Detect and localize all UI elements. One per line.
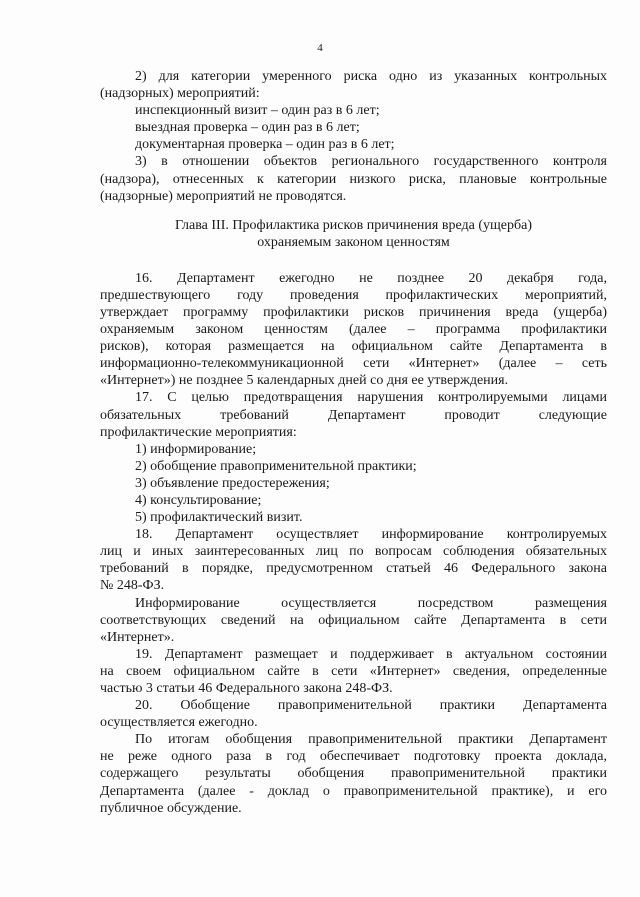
p16-line: утверждает программу профилактики рисков причинения вреда (ущерба) <box>100 304 607 320</box>
p20b-line: не реже одного раза в год обеспечивает подготовку проекта доклада, <box>100 749 607 765</box>
p18b-line: «Интернет». <box>100 629 175 645</box>
p16-line: 16. Департамент ежегодно не позднее 20 декабря года, <box>135 270 607 286</box>
list-item: 5) профилактический визит. <box>135 510 303 526</box>
p18b-line: соответствующих сведений на официальном сайте Департамента в сети <box>100 612 607 628</box>
p20b-line: публичное обсуждение. <box>100 800 242 816</box>
item2-line2: (надзорных) мероприятий: <box>100 86 260 102</box>
document-body <box>100 68 607 817</box>
p16-line: информационно-телекоммуникационной сети «Интернет» (далее – сеть <box>100 356 607 372</box>
p20b-line: содержащего результаты обобщения правоприменительной практики <box>100 766 607 782</box>
list-item: документарная проверка – один раз в 6 лет; <box>135 137 395 153</box>
p16-line: охраняемым законом ценностям (далее – программа профилактики <box>100 322 607 338</box>
p20-line: осуществляется ежегодно. <box>100 715 258 731</box>
p16-line: «Интернет») не позднее 5 календарных дней со дня ее утверждения. <box>100 373 509 389</box>
p19-line: 19. Департамент размещает и поддерживает в актуальном состоянии <box>135 646 607 662</box>
list-item: 2) обобщение правоприменительной практики; <box>135 458 417 474</box>
chapter-title-line1: Глава III. Профилактика рисков причинения вреда (ущерба) <box>175 217 532 233</box>
item2-line1: 2) для категории умеренного риска одно из указанных контрольных <box>135 69 607 84</box>
p18-line: лиц и иных заинтересованных лиц по вопросам соблюдения обязательных <box>100 544 607 560</box>
list-item: инспекционный визит – один раз в 6 лет; <box>135 103 380 119</box>
page-number: 4 <box>317 42 323 54</box>
chapter-title-line2: охраняемым законом ценностям <box>257 235 450 251</box>
item3-line2: (надзора), отнесенных к категории низкого риска, плановые контрольные <box>100 171 607 187</box>
list-item: 4) консультирование; <box>135 492 262 508</box>
p16-line: рисков), которая размещается на официальном сайте Департамента в <box>100 339 607 355</box>
p18-line: 18. Департамент осуществляет информирование контролируемых <box>135 527 607 543</box>
chapter-heading <box>100 217 607 252</box>
p20b-line: По итогам обобщения правоприменительной практики Департамент <box>135 732 607 748</box>
p17-line: 17. С целью предотвращения нарушения контролируемыми лицами <box>135 390 607 406</box>
p19-line: на своем официальном сайте в сети «Интернет» сведения, определенные <box>100 663 607 679</box>
p18-line: № 248-ФЗ. <box>100 578 165 594</box>
p16-line: предшествующего году проведения профилактических мероприятий, <box>100 287 607 303</box>
list-item: 3) объявление предостережения; <box>135 475 330 491</box>
p18-line: требований в порядке, предусмотренном статьей 46 Федерального закона <box>100 561 607 577</box>
p19-line: частью 3 статьи 46 Федерального закона 248-ФЗ. <box>100 681 393 696</box>
item3-line3: (надзорные) мероприятий не проводятся. <box>100 188 347 204</box>
list-item: 1) информирование; <box>135 441 257 457</box>
p17-line: обязательных требований Департамент проводит следующие <box>100 407 607 423</box>
p18b-line: Информирование осуществляется посредством размещения <box>135 595 607 611</box>
p20-line: 20. Обобщение правоприменительной практики Департамента <box>135 698 607 714</box>
item3-line1: 3) в отношении объектов регионального государственного контроля <box>135 154 607 170</box>
p20b-line: Департамента (далее - доклад о правоприменительной практике), и его <box>100 783 607 799</box>
list-item: выездная проверка – один раз в 6 лет; <box>135 120 360 136</box>
p17-line: профилактические мероприятия: <box>100 424 297 440</box>
